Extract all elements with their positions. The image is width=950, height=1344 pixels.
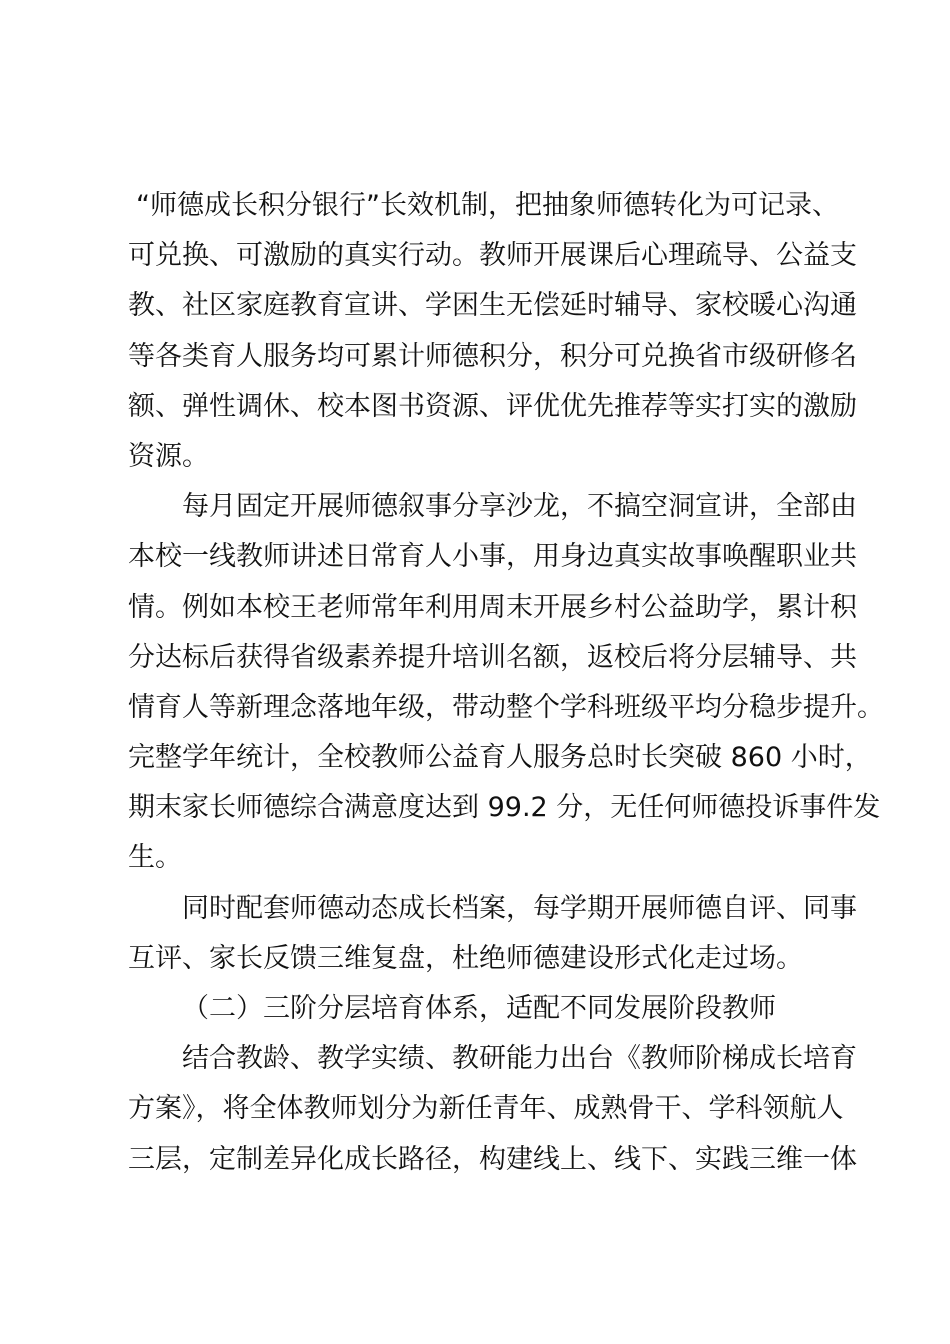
text-line: 等各类育人服务均可累计师德积分，积分可兑换省市级研修名 <box>128 340 857 372</box>
text-line: 同时配套师德动态成长档案，每学期开展师德自评、同事 <box>182 892 857 924</box>
text-line: 结合教龄、教学实绩、教研能力出台《教师阶梯成长培育 <box>182 1043 857 1075</box>
text-line: 分达标后获得省级素养提升培训名额，返校后将分层辅导、共 <box>128 641 857 673</box>
document-body <box>128 181 884 1185</box>
text-line: 资源。 <box>128 440 209 472</box>
text-line: 教、社区家庭教育宣讲、学困生无偿延时辅导、家校暖心沟通 <box>128 290 857 322</box>
text-line: 互评、家长反馈三维复盘，杜绝师德建设形式化走过场。 <box>128 942 803 974</box>
text-line: 可兑换、可激励的真实行动。教师开展课后心理疏导、公益支 <box>128 240 857 272</box>
text-line: 三层，定制差异化成长路径，构建线上、线下、实践三维一体 <box>128 1143 857 1175</box>
text-line: 完整学年统计，全校教师公益育人服务总时长突破 860 小时， <box>128 742 872 774</box>
section-heading <box>128 984 838 1034</box>
text-line: 期末家长师德综合满意度达到 99.2 分，无任何师德投诉事件发 <box>128 792 881 824</box>
text-line: 情育人等新理念落地年级，带动整个学科班级平均分稳步提升。 <box>128 691 884 723</box>
section-heading-text: （二）三阶分层培育体系，适配不同发展阶段教师 <box>182 993 776 1024</box>
text-line: 每月固定开展师德叙事分享沙龙，不搞空洞宣讲，全部由 <box>182 491 857 523</box>
text-line: 本校一线教师讲述日常育人小事，用身边真实故事唤醒职业共 <box>128 541 857 573</box>
text-line: 方案》，将全体教师划分为新任青年、成熟骨干、学科领航人 <box>128 1093 844 1125</box>
paragraph-tiered-program <box>128 1034 857 1185</box>
text-line: “师德成长积分银行”长效机制，把抽象师德转化为可记录、 <box>136 190 839 221</box>
paragraph-points-bank <box>128 181 857 482</box>
paragraph-growth-archive <box>128 884 857 984</box>
text-line: 情。例如本校王老师常年利用周末开展乡村公益助学，累计积 <box>128 591 857 623</box>
text-line: 生。 <box>128 842 182 874</box>
text-line: 额、弹性调休、校本图书资源、评优优先推荐等实打实的激励 <box>128 390 857 422</box>
paragraph-narrative-salon <box>128 482 884 884</box>
